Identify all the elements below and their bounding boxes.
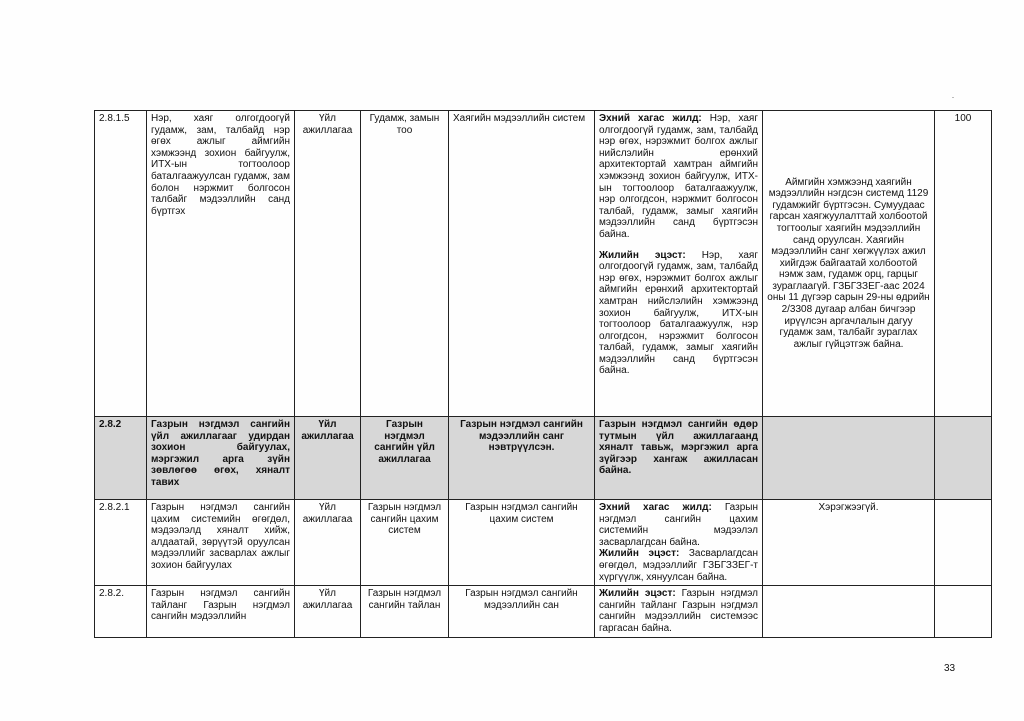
row-target: Газрын нэгдмэл сангийн өдөр тутмын үйл ажиллагаанд хяналт тавьж, мэргэжил арга зүйгээр хангаж ажилласан байна. xyxy=(595,417,763,500)
target2-text: Газрын нэгдмэл сангийн тайланг Газрын нэгдмэл сангийн мэдээллийн системээс гаргасан байна. xyxy=(599,588,758,634)
row-indicator: Газрын нэгдмэл сангийн тайланг Газрын нэгдмэл сангийн мэдээллийн xyxy=(147,586,295,637)
target2-text: Засварлагдсан өгөгдөл, мэдээллийг ГЗБГЗЗЕГ-т хүргүүлж, хянуулсан байна. xyxy=(599,548,758,583)
plan-table xyxy=(94,110,992,638)
row-unit: Газрын нэгдмэл сангийн үйл ажиллагаа xyxy=(361,417,449,500)
row-score xyxy=(935,417,992,500)
row-indicator: Газрын нэгдмэл сангийн цахим системийн өгөгдөл, мэдээлэлд хяналт хийж, алдаатай, зөрүүтэй оруулсан мэдээллийг засварлах ажлыг зохион байгуулах xyxy=(147,500,295,586)
row-code: 2.8.1.5 xyxy=(95,111,147,417)
row-score xyxy=(935,586,992,637)
row-code: 2.8.2.1 xyxy=(95,500,147,586)
row-score xyxy=(935,500,992,586)
row-unit: Газрын нэгдмэл сангийн тайлан xyxy=(361,586,449,637)
row-target xyxy=(595,500,763,586)
row-note: Хэрэгжээгүй. xyxy=(763,500,935,586)
row-responsible: Үйл ажиллагаа xyxy=(295,111,361,417)
target-text: Нэр, хаяг олгогдоогүй гудамж, зам, талбайд нэр өгөх, нэрэжмит болгох ажлыг нийслэлийн ерөнхий архитектортай хамтран аймгийн хэмжээнд зохион байгуулж, ИТХ-ын тогтоолоор баталгаажуулж, нэр олгогдсон, нэржмит болгосон талбай, гудамж, замыг хаягийн мэдээллийн санд бүртгэсэн байна. xyxy=(599,113,758,240)
target2-title: Жилийн эцэст: xyxy=(599,548,680,560)
row-target xyxy=(595,111,763,417)
target-title: Эхний хагас жилд: xyxy=(599,502,712,513)
row-responsible: Үйл ажиллагаа xyxy=(295,417,361,500)
row-responsible: Үйл ажиллагаа xyxy=(295,586,361,637)
target2-title: Жилийн эцэст: xyxy=(599,249,686,261)
row-note xyxy=(763,417,935,500)
row-source: Газрын нэгдмэл сангийн мэдээллийн сан xyxy=(449,586,595,637)
row-note: Аймгийн хэмжээнд хаягийн мэдээллийн нэгдсэн системд 1129 гудамжийг бүртгэсэн. Сумуудаас гарсан хаягжуулалттай холбоотой тогтоолыг хаягийн мэдээллийн санд оруулсан. Хаягийн мэдээллийн санг хөгжүүлэх ажил хийгдэж байгаатай холбоотой нэмж зам, гудамж орц, гарцыг зураглаагүй. ГЗБГЗЗЕГ-аас 2024 оны 11 дүгээр сарын 29-ны өдрийн 2/3308 дугаар албан бичгээр ирүүлсэн аргачлалын дагуу гудамж зам, талбайг зураглах ажлыг гүйцэтгэж байна. xyxy=(763,111,935,417)
row-score: 100 xyxy=(935,111,992,417)
target-text: Газрын нэгдмэл сангийн цахим системийн мэдээлэл засварлагдсан байна. xyxy=(599,502,758,548)
row-target xyxy=(595,586,763,637)
row-indicator: Нэр, хаяг олгогдоогүй гудамж, зам, талбайд нэр өгөх ажлыг аймгийн хэмжээнд зохион байгуулж, ИТХ-ын тогтоолоор баталгаажуулсан гудамж, зам болон нэржмит болгосон талбайг мэдээллийн санд бүртгэх xyxy=(147,111,295,417)
page-number: 33 xyxy=(944,663,956,674)
row-source: Газрын нэгдмэл сангийн цахим систем xyxy=(449,500,595,586)
row-source: Хаягийн мэдээллийн систем xyxy=(449,111,595,417)
row-code: 2.8.2 xyxy=(95,417,147,500)
row-note xyxy=(763,586,935,637)
row-unit: Газрын нэгдмэл сангийн цахим систем xyxy=(361,500,449,586)
table-row xyxy=(95,417,992,500)
row-indicator: Газрын нэгдмэл сангийн үйл ажиллагааг удирдан зохион байгуулах, мэргэжил арга зүйн зөвлөгөө өгөх, хяналт тавих xyxy=(147,417,295,500)
target2-title: Жилийн эцэст: xyxy=(599,588,676,600)
row-code: 2.8.2. xyxy=(95,586,147,637)
table-row xyxy=(95,586,992,637)
target-title: Эхний хагас жилд: xyxy=(599,113,702,124)
row-source: Газрын нэгдмэл сангийн мэдээллийн санг нэвтрүүлсэн. xyxy=(449,417,595,500)
row-unit: Гудамж, замын тоо xyxy=(361,111,449,417)
row-responsible: Үйл ажиллагаа xyxy=(295,500,361,586)
target2-text: Нэр, хаяг олгогдоогүй гудамж, зам, талбайд нэр өгөх, нэрэжмит болгох ажлыг аймгийн ерөнхий архитектортай хамтран нийслэлийн хэмжээнд зохион байгуулж, ИТХ-ын тогтоолоор баталгаажуулж, нэр олгогдсон, нэрэжмит болгосон талбай, гудамж, замыг хаягийн мэдээллийн санд бүртгэсэн байна. xyxy=(599,249,758,377)
table-row xyxy=(95,500,992,586)
table-row xyxy=(95,111,992,417)
scan-speck xyxy=(952,97,954,98)
